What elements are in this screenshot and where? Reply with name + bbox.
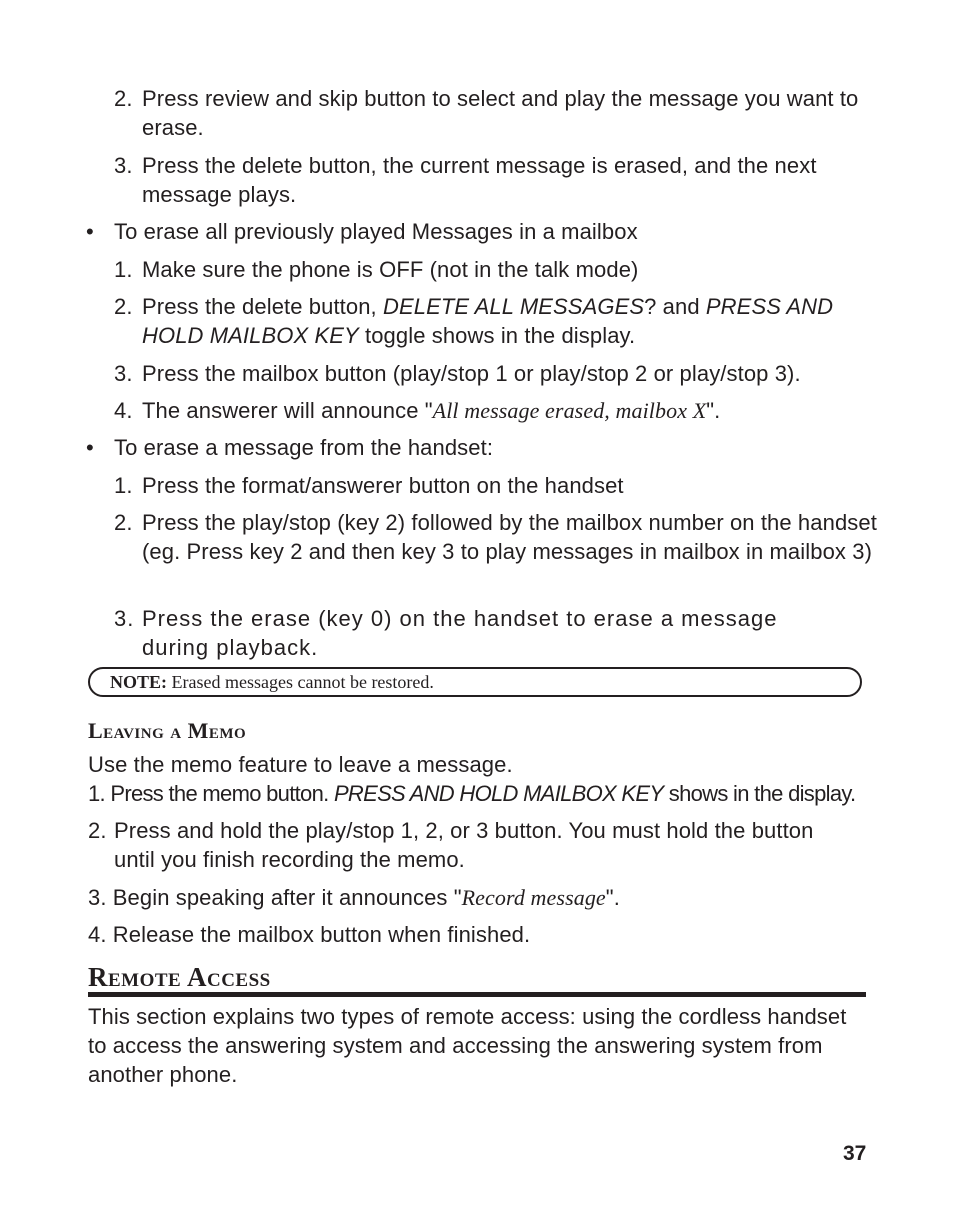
step-erase-key: 3. Press the erase (key 0) on the handset to erase a message during playback.	[114, 606, 778, 660]
memo-step-1: 1. Press the memo button. PRESS AND HOLD MAILBOX KEY shows in the display.	[88, 781, 856, 806]
step-play-stop-key: 2. Press the play/stop (key 2) followed by the mailbox number on the handset (eg. Press key 2 and then key 3 to play messages in mailbox in mailbox 3)	[114, 510, 877, 564]
memo-step-4: 4. Release the mailbox button when finished.	[88, 922, 531, 947]
heading-remote-access: Remote Access	[88, 962, 271, 992]
step-delete-all: 2. Press the delete button, DELETE ALL MESSAGES? and PRESS AND HOLD MAILBOX KEY toggle shows in the display.	[114, 294, 834, 348]
step-mailbox-button: 3. Press the mailbox button (play/stop 1 or play/stop 2 or play/stop 3).	[114, 361, 801, 386]
remote-access-body: This section explains two types of remote access: using the cordless handset to access the answering system and accessing the answering system from another phone.	[88, 1004, 847, 1087]
note-box	[88, 667, 862, 697]
step-announce: 4. The answerer will announce "All message erased, mailbox X".	[114, 398, 721, 423]
section-rule	[88, 992, 866, 997]
bullet-erase-all: • To erase all previously played Messages in a mailbox	[86, 219, 638, 244]
memo-intro: Use the memo feature to leave a message.	[88, 752, 513, 777]
bullet: •	[86, 435, 94, 460]
page-number: 37	[843, 1142, 867, 1165]
memo-step-3: 3. Begin speaking after it announces "Record message".	[88, 885, 620, 910]
heading-leaving-memo: Leaving a Memo	[88, 718, 247, 743]
bullet: •	[86, 219, 94, 244]
note-label: NOTE:	[110, 672, 168, 692]
step-delete-current: 3. Press the delete button, the current message is erased, and the next message plays.	[114, 153, 817, 207]
step-format-button: 1. Press the format/answerer button on the handset	[114, 473, 624, 498]
bullet-erase-handset: • To erase a message from the handset:	[86, 435, 494, 460]
note-text: Erased messages cannot be restored.	[167, 672, 434, 692]
step-select-message: 2. Press review and skip button to select and play the message you want to erase.	[114, 86, 859, 140]
step-phone-off: 1. Make sure the phone is OFF (not in the talk mode)	[114, 257, 639, 282]
memo-step-2: 2. Press and hold the play/stop 1, 2, or 3 button. You must hold the button until you finish recording the memo.	[88, 818, 814, 872]
